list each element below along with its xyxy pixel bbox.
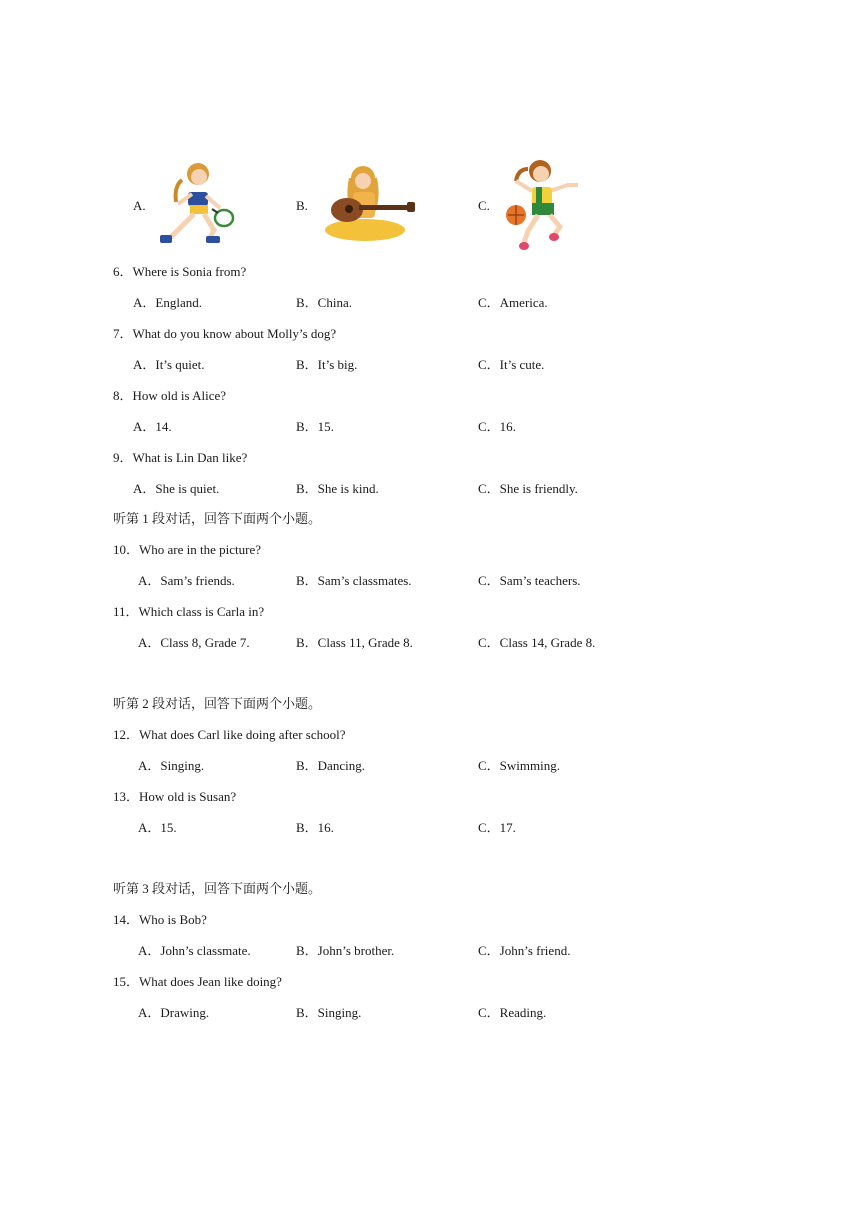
- question-14-option-b: B．John’s brother.: [296, 943, 395, 958]
- question-10: 10．Who are in the picture?: [113, 542, 261, 557]
- question-8-option-b: B．15.: [296, 419, 334, 434]
- question-10-option-b: B．Sam’s classmates.: [296, 573, 412, 588]
- question-14-option-a: A．John’s classmate.: [138, 943, 251, 958]
- section-2-heading: 听第 2 段对话，回答下面两个小题。: [113, 696, 322, 711]
- question-8-option-a: A．14.: [133, 419, 172, 434]
- picture-option-label-a: A.: [133, 198, 146, 213]
- question-13: 13．How old is Susan?: [113, 789, 237, 804]
- question-8: 8．How old is Alice?: [113, 388, 227, 403]
- question-14: 14．Who is Bob?: [113, 912, 207, 927]
- girl-playing-tennis-icon: [152, 160, 236, 252]
- question-11-option-a: A．Class 8, Grade 7.: [138, 635, 250, 650]
- question-9-option-c: C．She is friendly.: [478, 481, 578, 496]
- question-11: 11．Which class is Carla in?: [113, 604, 265, 619]
- question-13-option-a: A．15.: [138, 820, 177, 835]
- question-7-option-a: A．It’s quiet.: [133, 357, 205, 372]
- question-8-option-c: C．16.: [478, 419, 516, 434]
- question-13-option-c: C．17.: [478, 820, 516, 835]
- question-13-option-b: B．16.: [296, 820, 334, 835]
- question-9: 9．What is Lin Dan like?: [113, 450, 248, 465]
- question-15-option-a: A．Drawing.: [138, 1005, 210, 1020]
- question-7-option-b: B．It’s big.: [296, 357, 358, 372]
- question-15: 15．What does Jean like doing?: [113, 974, 282, 989]
- question-7-option-c: C．It’s cute.: [478, 357, 545, 372]
- question-10-option-a: A．Sam’s friends.: [138, 573, 235, 588]
- question-9-option-a: A．She is quiet.: [133, 481, 220, 496]
- question-7: 7．What do you know about Molly’s dog?: [113, 326, 337, 341]
- question-11-option-b: B．Class 11, Grade 8.: [296, 635, 413, 650]
- question-6-option-c: C．America.: [478, 295, 548, 310]
- section-3-heading: 听第 3 段对话，回答下面两个小题。: [113, 881, 322, 896]
- question-15-option-c: C．Reading.: [478, 1005, 547, 1020]
- section-1-heading: 听第 1 段对话，回答下面两个小题。: [113, 511, 322, 526]
- girl-playing-guitar-icon: [319, 162, 417, 246]
- question-11-option-c: C．Class 14, Grade 8.: [478, 635, 596, 650]
- question-15-option-b: B．Singing.: [296, 1005, 362, 1020]
- question-10-option-c: C．Sam’s teachers.: [478, 573, 581, 588]
- girl-playing-basketball-icon: [500, 157, 588, 257]
- question-14-option-c: C．John’s friend.: [478, 943, 571, 958]
- question-9-option-b: B．She is kind.: [296, 481, 379, 496]
- picture-option-label-b: B.: [296, 198, 308, 213]
- question-12-option-b: B．Dancing.: [296, 758, 365, 773]
- question-12: 12．What does Carl like doing after school?: [113, 727, 346, 742]
- question-6: 6．Where is Sonia from?: [113, 264, 247, 279]
- question-6-option-a: A．England.: [133, 295, 202, 310]
- question-6-option-b: B．China.: [296, 295, 352, 310]
- picture-option-label-c: C.: [478, 198, 490, 213]
- question-12-option-c: C．Swimming.: [478, 758, 560, 773]
- question-12-option-a: A．Singing.: [138, 758, 205, 773]
